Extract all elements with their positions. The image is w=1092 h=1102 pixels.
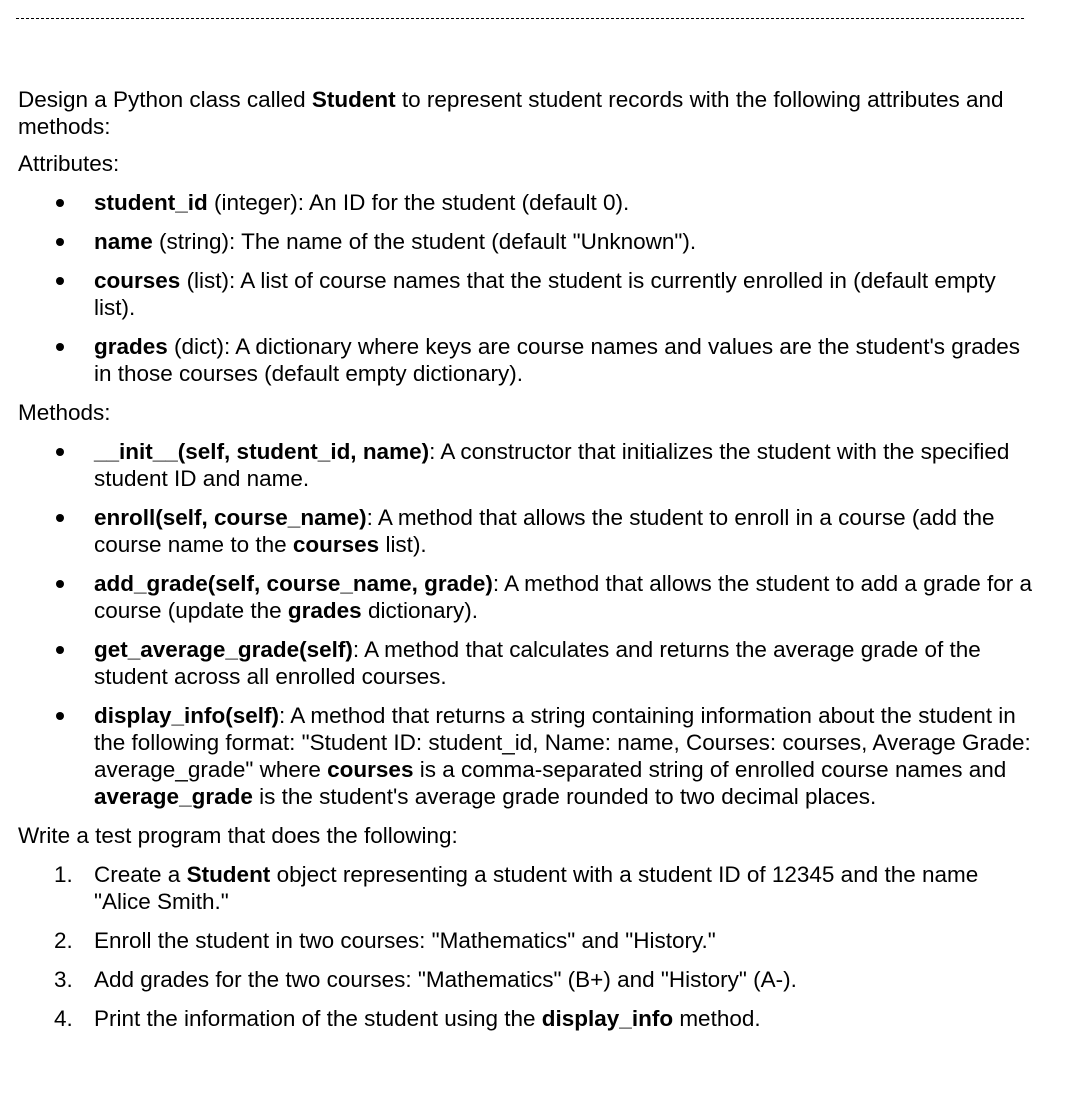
bullet-icon (56, 448, 64, 456)
test-step: 4. Print the information of the student using the display_info method. (54, 1006, 761, 1031)
test-program-heading: Write a test program that does the following: (18, 823, 458, 848)
attributes-list (18, 189, 1038, 387)
intro-paragraph: Design a Python class called Student to represent student records with the following attributes and methods: (18, 87, 1004, 139)
method-item: add_grade(self, course_name, grade): A method that allows the student to add a grade for a course (update the grades dictionary). (18, 570, 1038, 624)
methods-list (18, 438, 1038, 810)
test-step: 1. Create a Student object representing a student with a student ID of 12345 and the name "Alice Smith." (54, 862, 979, 914)
attribute-item: grades (dict): A dictionary where keys are course names and values are the student's grades in those courses (default empty dictionary). (18, 333, 1038, 387)
bullet-icon (56, 646, 64, 654)
method-item: enroll(self, course_name): A method that allows the student to enroll in a course (add the course name to the courses list). (18, 504, 1038, 558)
bullet-icon (56, 277, 64, 285)
bullet-icon (56, 514, 64, 522)
bullet-icon (56, 580, 64, 588)
methods-heading: Methods: (18, 400, 111, 425)
assignment-document (18, 86, 1038, 1044)
method-item: display_info(self): A method that returns a string containing information about the student in the following format: "Student ID: student_id, Name: name, Courses: courses, Average Grade: average_grade" where courses is a comma-separated string of enrolled course names and average_grade is the student's average grade rounded to two decimal places. (18, 702, 1038, 810)
method-item: __init__(self, student_id, name): A constructor that initializes the student with the specified student ID and name. (18, 438, 1038, 492)
bullet-icon (56, 343, 64, 351)
attribute-item: courses (list): A list of course names that the student is currently enrolled in (default empty list). (18, 267, 1038, 321)
bullet-icon (56, 238, 64, 246)
attributes-heading: Attributes: (18, 151, 120, 176)
bullet-icon (56, 199, 64, 207)
test-step: 3. Add grades for the two courses: "Mathematics" (B+) and "History" (A-). (54, 967, 797, 992)
method-item: get_average_grade(self): A method that calculates and returns the average grade of the student across all enrolled courses. (18, 636, 1038, 690)
class-name: Student (311, 87, 396, 112)
test-steps-list (18, 861, 1038, 1032)
test-step: 2. Enroll the student in two courses: "Mathematics" and "History." (54, 928, 716, 953)
dashed-separator (16, 18, 1024, 19)
attribute-item: student_id (integer): An ID for the student (default 0). (18, 189, 1038, 216)
attribute-item: name (string): The name of the student (default "Unknown"). (18, 228, 1038, 255)
bullet-icon (56, 712, 64, 720)
